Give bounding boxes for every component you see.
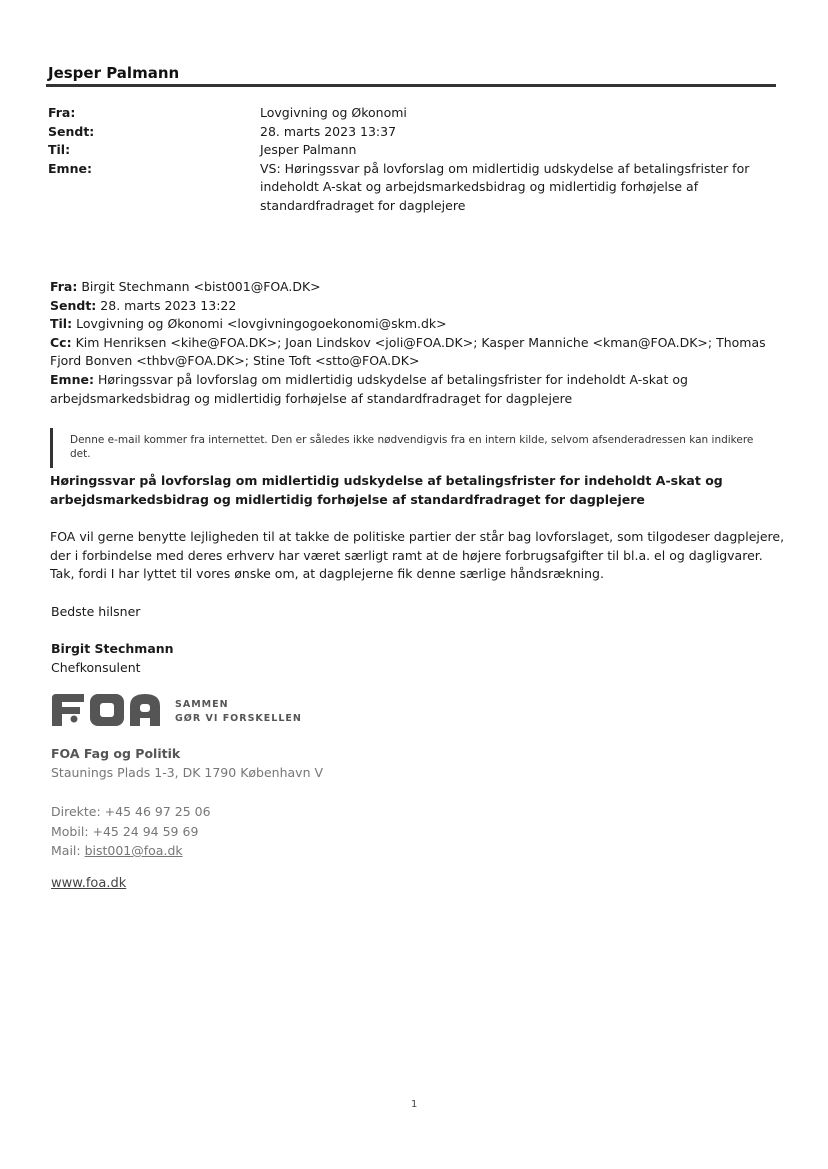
header-labels bbox=[48, 104, 94, 178]
fwd-subject: Høringssvar på lovforslag om midlertidig udskydelse af betalingsfrister for indeholdt A-skat og arbejdsmarkedsbidrag og midlertidig forhøjelse af standardfradraget for dagplejere bbox=[50, 371, 688, 406]
tagline-line-1: SAMMEN bbox=[175, 699, 229, 710]
mail-link[interactable]: bist001@foa.dk bbox=[84, 843, 183, 858]
sent-label: Sendt: bbox=[48, 123, 95, 139]
tagline-line-2: GØR VI FORSKELLEN bbox=[175, 713, 302, 724]
fwd-sent: 28. marts 2023 13:22 bbox=[100, 297, 237, 313]
foa-logo bbox=[50, 692, 162, 728]
contact-block bbox=[51, 802, 211, 861]
closing: Bedste hilsner bbox=[51, 604, 141, 619]
external-notice-bar bbox=[50, 428, 53, 468]
sent-value: 28. marts 2023 13:37 bbox=[260, 123, 397, 139]
mobile-phone: Mobil: +45 24 94 59 69 bbox=[51, 823, 199, 839]
website bbox=[51, 876, 126, 891]
signature-name: Birgit Stechmann bbox=[51, 641, 174, 656]
mail-line bbox=[51, 841, 211, 861]
message-title: Høringssvar på lovforslag om midlertidig udskydelse af betalingsfrister for indeholdt A-skat og arbejdsmarkedsbidrag og midlertidig forhøjelse af standardfradraget for dagplejere bbox=[50, 473, 723, 507]
fwd-from-label: Fra: bbox=[50, 279, 78, 294]
mailbox-owner-name: Jesper Palmann bbox=[48, 64, 180, 82]
message-body: FOA vil gerne benytte lejligheden til at takke de politiske partier der står bag lovforslaget, som tilgodeser dagplejere, der i forbindelse med deres erhverv har været særligt ramt at de højere forbrugsafgifter til bl.a. el og dagligvarer. Tak, fordi I har lyttet til vores ønske om, at dagplejerne fik denne særlige håndsrækning. bbox=[50, 529, 785, 581]
subject-label: Emne: bbox=[48, 160, 92, 176]
header-values bbox=[260, 104, 760, 215]
header-rule bbox=[46, 84, 776, 87]
direct-phone: Direkte: +45 46 97 25 06 bbox=[51, 804, 211, 819]
external-notice: Denne e-mail kommer fra internettet. Den er således ikke nødvendigvis fra en intern kilde, selvom afsenderadressen kan indikere det. bbox=[70, 434, 754, 460]
mail-label: Mail: bbox=[51, 843, 85, 858]
from-value: Lovgivning og Økonomi bbox=[260, 105, 407, 120]
forwarded-header bbox=[50, 278, 770, 408]
from-label: Fra: bbox=[48, 105, 76, 120]
to-label: Til: bbox=[48, 142, 71, 157]
website-link[interactable]: www.foa.dk bbox=[51, 876, 127, 891]
subject-value: VS: Høringssvar på lovforslag om midlertidig udskydelse af betalingsfrister for indeholdt A-skat og arbejdsmarkedsbidrag og midlertidig forhøjelse af standardfradraget for dagplejere bbox=[260, 160, 750, 213]
signature-title: Chefkonsulent bbox=[51, 660, 141, 675]
fwd-cc: Kim Henriksen <kihe@FOA.DK>; Joan Lindskov <joli@FOA.DK>; Kasper Manniche <kman@FOA.DK>; Thomas Fjord Bonven <thbv@FOA.DK>; Stine Toft <stto@FOA.DK> bbox=[50, 334, 766, 369]
fwd-from: Birgit Stechmann <bist001@FOA.DK> bbox=[81, 279, 321, 294]
page-number: 1 bbox=[411, 1099, 418, 1110]
fwd-sent-label: Sendt: bbox=[50, 297, 97, 313]
organization-address: Staunings Plads 1-3, DK 1790 København V bbox=[51, 765, 324, 780]
to-value: Jesper Palmann bbox=[260, 142, 357, 157]
fwd-subject-label: Emne: bbox=[50, 371, 94, 387]
fwd-cc-label: Cc: bbox=[50, 334, 72, 350]
fwd-to: Lovgivning og Økonomi <lovgivningogoekonomi@skm.dk> bbox=[76, 316, 447, 332]
logo-tagline bbox=[175, 698, 302, 726]
organization-name: FOA Fag og Politik bbox=[51, 746, 181, 761]
fwd-to-label: Til: bbox=[50, 316, 73, 332]
